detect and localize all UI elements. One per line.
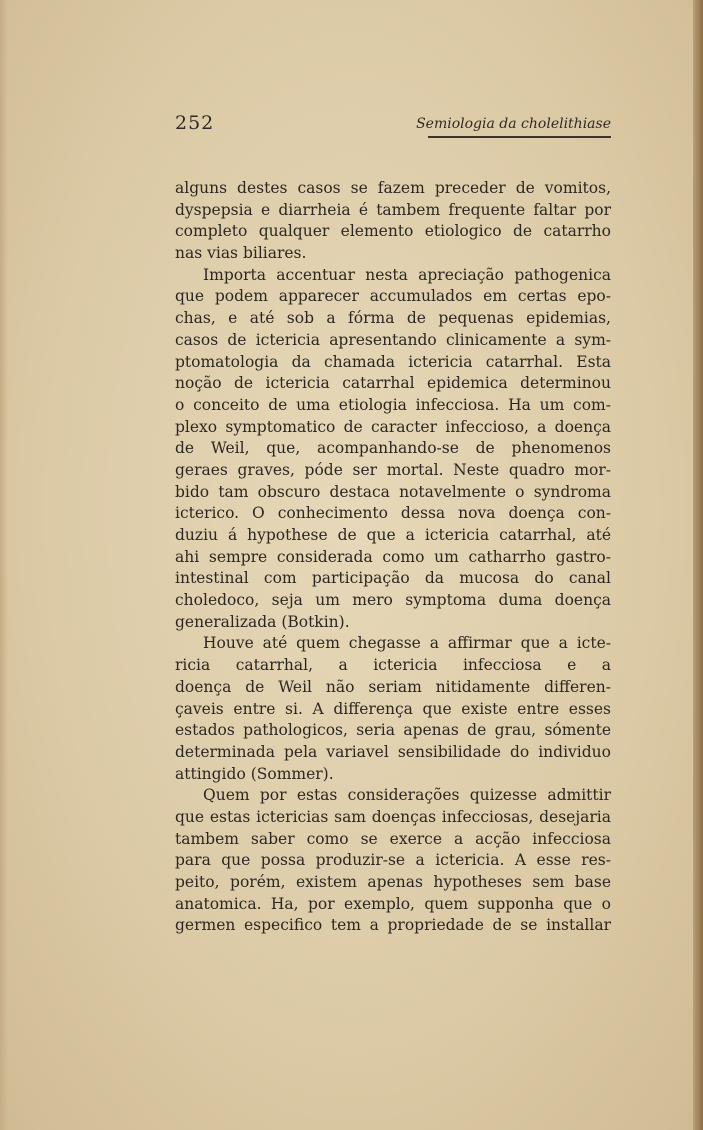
text-line: anatomica. Ha, por exemplo, quem supponha que o [175, 894, 611, 913]
header-rule [428, 136, 611, 138]
text-line: noção de ictericia catarrhal epidemica determinou [175, 374, 611, 393]
text-line: completo qualquer elemento etiologico de catarrho [175, 222, 611, 241]
text-line: para que possa produzir-se a ictericia. A esse res- [175, 851, 611, 870]
text-line: chas, e até sob a fórma de pequenas epidemias, [175, 309, 611, 328]
text-line: icterico. O conhecimento dessa nova doença con- [175, 504, 611, 523]
text-line: que estas ictericias sam doenças infecciosas, desejaria [175, 807, 611, 826]
text-line: determinada pela variavel sensibilidade do individuo [175, 742, 611, 761]
text-line: geraes graves, póde ser mortal. Neste quadro mor- [175, 460, 611, 479]
running-title: Semiologia da cholelithiase [416, 116, 611, 132]
text-line: o conceito de uma etiologia infecciosa. Ha um com- [175, 395, 611, 414]
text-line: plexo symptomatico de caracter infeccioso, a doença [175, 417, 611, 436]
text-line: intestinal com participação da mucosa do canal [175, 569, 611, 588]
text-line: bido tam obscuro destaca notavelmente o syndroma [175, 482, 611, 501]
text-line: generalizada (Botkin). [175, 612, 350, 631]
text-line: Houve até quem chegasse a affirmar que a icte- [203, 634, 611, 653]
body-text [175, 178, 611, 937]
text-line: ricia catarrhal, a ictericia infecciosa e a [175, 656, 611, 675]
text-line: peito, porém, existem apenas hypotheses sem base [175, 873, 611, 891]
text-line: estados pathologicos, seria apenas de grau, sómente [175, 721, 611, 740]
text-line: germen especifico tem a propriedade de se installar [175, 916, 611, 935]
text-line: que podem apparecer accumulados em certas epo- [175, 287, 611, 306]
text-line: casos de ictericia apresentando clinicamente a sym- [175, 330, 611, 349]
text-line: doença de Weil não seriam nitidamente differen- [175, 677, 611, 696]
text-line: alguns destes casos se fazem preceder de vomitos, [175, 179, 611, 197]
page-left-edge [0, 0, 8, 1130]
text-line: Quem por estas considerações quizesse admittir [203, 786, 611, 805]
book-spine-edge [693, 0, 703, 1130]
text-line: dyspepsia e diarrheia é tambem frequente faltar por [175, 200, 611, 219]
text-line: tambem saber como se exerce a acção infecciosa [175, 829, 611, 848]
page-number: 252 [175, 112, 215, 134]
text-line: ptomatologia da chamada ictericia catarrhal. Esta [175, 352, 611, 371]
text-line: duziu á hypothese de que a ictericia catarrhal, até [175, 526, 611, 544]
text-line: ahi sempre considerada como um catharrho gastro- [175, 547, 611, 566]
text-line: de Weil, que, acompanhando-se de phenomenos [175, 439, 611, 458]
text-line: çaveis entre si. A differença que existe entre esses [175, 699, 611, 718]
text-line: nas vias biliares. [175, 244, 307, 263]
text-line: choledoco, seja um mero symptoma duma doença [175, 591, 611, 610]
text-line: Importa accentuar nesta apreciação pathogenica [203, 265, 611, 284]
text-line: attingido (Sommer). [175, 764, 334, 783]
page-header [175, 112, 611, 142]
